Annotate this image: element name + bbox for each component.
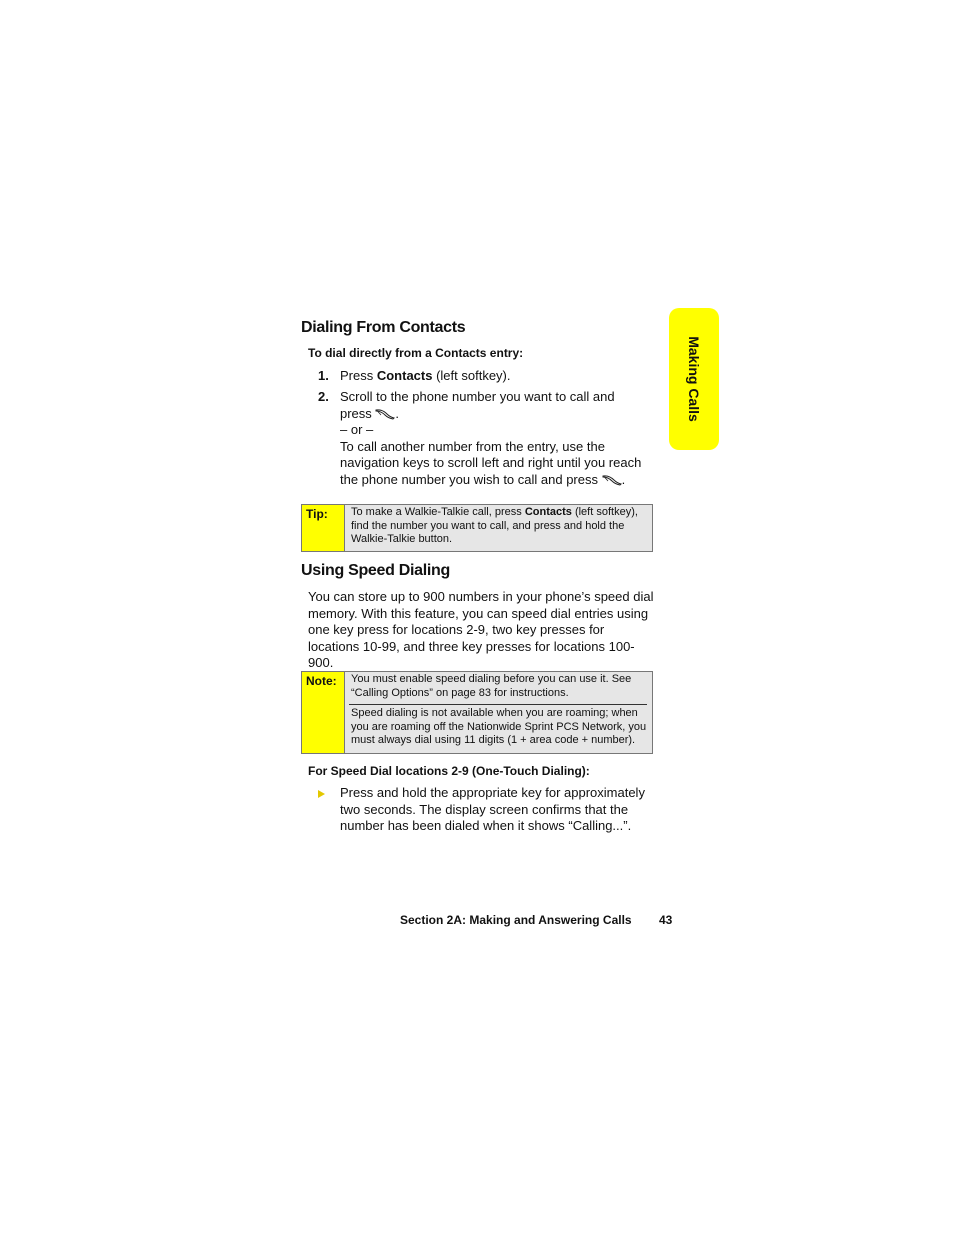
heading-using-speed-dialing: Using Speed Dialing xyxy=(301,562,450,579)
note-divider xyxy=(349,704,647,705)
tip-text: To make a Walkie-Talkie call, press Contacts (left softkey), find the number you want to call, and press and hold the Walkie-Talkie button. xyxy=(351,506,638,545)
footer-page-number: 43 xyxy=(659,913,673,927)
speed-dial-description: You can store up to 900 numbers in your phone’s speed dial memory. With this feature, you can speed dial entries using one key press for locations 2-9, two key presses for locations 10-99, and three key presses for locations 100-900. xyxy=(308,589,654,670)
footer-section-title: Section 2A: Making and Answering Calls xyxy=(400,913,632,927)
intro-dial-from-contacts: To dial directly from a Contacts entry: xyxy=(308,346,524,360)
triangle-bullet-icon xyxy=(318,790,325,798)
step-2-number: 2. xyxy=(318,389,329,404)
step-2-text: Scroll to the phone number you want to call and press . – or – To call another number from the entry, use the navigation keys to scroll left and right until you reach the phone number you wish to call and press . xyxy=(340,389,642,487)
tip-box xyxy=(301,504,653,552)
tip-label: Tip: xyxy=(306,507,328,521)
note-box xyxy=(301,671,653,754)
one-touch-step-text: Press and hold the appropriate key for approximately two seconds. The display screen confirms that the number has been dialed when it shows “Calling...”. xyxy=(340,785,645,833)
heading-dialing-from-contacts: Dialing From Contacts xyxy=(301,319,466,336)
intro-one-touch-dialing: For Speed Dial locations 2-9 (One-Touch Dialing): xyxy=(308,764,590,778)
step-1-number: 1. xyxy=(318,368,329,383)
side-tab-label: Making Calls xyxy=(686,336,702,422)
note-label: Note: xyxy=(306,674,337,688)
side-tab xyxy=(669,308,719,450)
talk-key-icon xyxy=(602,474,622,486)
talk-key-icon xyxy=(375,408,395,420)
note-paragraph-1: You must enable speed dialing before you can use it. See “Calling Options” on page 83 for instructions. xyxy=(351,673,632,699)
step-1-text: Press Contacts (left softkey). xyxy=(340,368,511,383)
note-paragraph-2: Speed dialing is not available when you are roaming; when you are roaming off the Nationwide Sprint PCS Network, you must always dial using 11 digits (1 + area code + number). xyxy=(351,707,647,746)
